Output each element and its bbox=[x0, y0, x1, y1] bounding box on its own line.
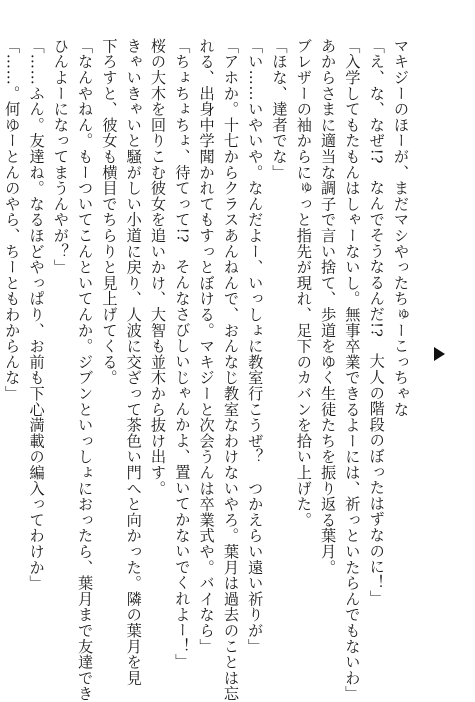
text-line: 桜の大木を回りこむ彼女を追いかけ、大智も並木から抜け出す。 bbox=[149, 38, 168, 497]
text-line: マキジーのほーが、まだマシやったちゅーこっちゃな bbox=[392, 38, 410, 418]
text-line: 「入学してもたもんはしゃーないし。無事卒業できるよーには、祈っといたらんでもないわ」 bbox=[343, 38, 362, 702]
text-line: 下ろすと、彼女も横目でちらりと見上げてくる。 bbox=[100, 38, 119, 386]
text-line: あからさまに適当な調子で言い捨て、歩道をゆく生徒たちを振り返る葉月。 bbox=[319, 38, 338, 576]
next-page-triangle-icon[interactable] bbox=[434, 347, 445, 361]
text-line: きゃいきゃいと騒がしい小道に戻り、人波に交ざって茶色い門へと向かった。隣の葉月を見 bbox=[124, 38, 143, 686]
text-line: 「なんやねん。もーついてこんといてんか。ジブンといっしょにおったら、葉月まで友達でき bbox=[76, 38, 95, 702]
text-line: 「アホか。十七からクラスあんねんで、おんなじ教室なわけないやろ。葉月は過去のことは忘 bbox=[221, 38, 240, 702]
text-line: れる、出身中学聞かれてもすっとぼける。マキジーと次会うんは卒業式や。バイなら」 bbox=[197, 38, 216, 655]
text-line: 「ちょちょちょ、待てって!? そんなさびしいじゃんかよ、置いてかないでくれよー！」 bbox=[173, 38, 192, 670]
text-line: ブレザーの袖からにゅっと指先が現れ、足下のカバンを拾い上げた。 bbox=[294, 38, 313, 528]
vertical-text-body bbox=[0, 38, 413, 702]
text-line: 「い……いやいや。なんだよー、いっしょに教室行こうぜ？ つかえらい遠い祈りが」 bbox=[246, 38, 265, 655]
text-line: 「……。何ゆーとんのやら、ちーともわからんな」 bbox=[3, 38, 22, 402]
text-line: 「……ふん。友達ね。なるほどやっぱり、お前も下心満載の編入ってわけか」 bbox=[27, 38, 46, 591]
text-line: 「え、な、なぜ!? なんでそうなるんだ!? 大人の階段のぼったはずなのに！」 bbox=[367, 38, 386, 607]
text-line: ひんよーになってまうんやが？」 bbox=[51, 38, 70, 275]
text-line: 「ほな、達者でな」 bbox=[270, 38, 289, 181]
